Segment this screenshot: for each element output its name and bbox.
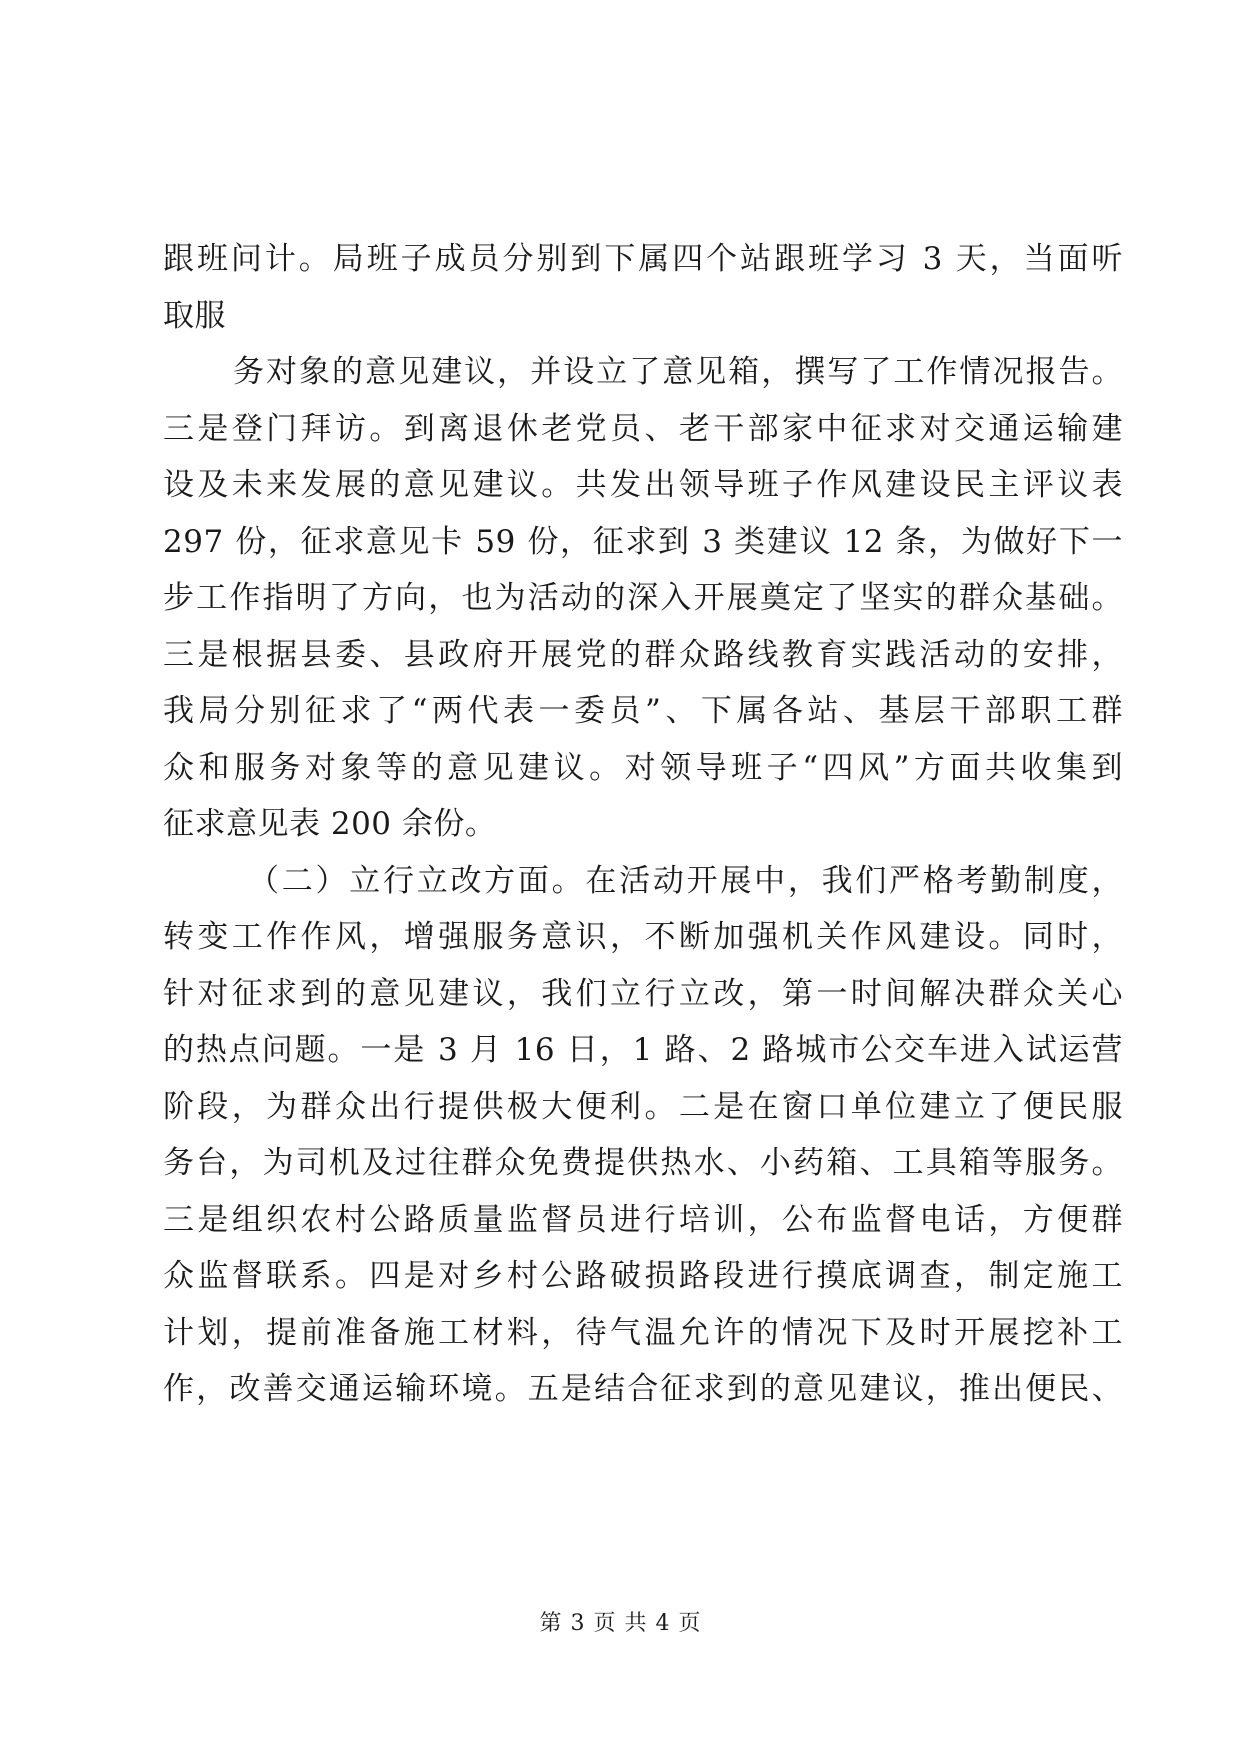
paragraph-start-line: 务对象的意见建议，并设立了意见箱，撰写了工作情况报告。 [233, 354, 1123, 390]
text-line: 我局分别征求了“两代表一委员”、下属各站、基层干部职工群 [163, 693, 1123, 729]
text-line: 三是组织农村公路质量监督员进行培训，公布监督电话，方便群 [163, 1201, 1123, 1238]
text-line: 取服 [163, 297, 226, 334]
text-line: 三是根据县委、县政府开展党的群众路线教育实践活动的安排， [163, 636, 1123, 673]
text-line: 众和服务对象等的意见建议。对领导班子“四风”方面共收集到 [163, 749, 1123, 786]
page-number-footer: 第 3 页 共 4 页 [539, 1611, 702, 1636]
document-body [163, 231, 1123, 1418]
text-line: 征求意见表 200 余份。 [163, 806, 497, 842]
text-line: 设及未来发展的意见建议。共发出领导班子作风建设民主评议表 [163, 467, 1123, 503]
text-line: 针对征求到的意见建议，我们立行立改，第一时间解决群众关心 [163, 975, 1123, 1012]
text-line: 的热点问题。一是 3 月 16 日，1 路、2 路城市公交车进入试运营 [163, 1032, 1123, 1068]
text-line: 297 份，征求意见卡 59 份，征求到 3 类建议 12 条，为做好下一 [163, 523, 1123, 560]
text-line: 三是登门拜访。到离退休老党员、老干部家中征求对交通运输建 [163, 410, 1123, 447]
text-line: 转变工作作风，增强服务意识，不断加强机关作风建设。同时， [163, 919, 1123, 955]
text-line: 步工作指明了方向，也为活动的深入开展奠定了坚实的群众基础。 [163, 580, 1123, 616]
text-line: 跟班问计。局班子成员分别到下属四个站跟班学习 3 天，当面听 [163, 241, 1123, 277]
section-heading-line: （二）立行立改方面。在活动开展中，我们严格考勤制度， [248, 862, 1123, 899]
text-line: 计划，提前准备施工材料，待气温允许的情况下及时开展挖补工 [163, 1314, 1123, 1351]
text-line: 众监督联系。四是对乡村公路破损路段进行摸底调查，制定施工 [163, 1258, 1123, 1294]
text-line: 作，改善交通运输环境。五是结合征求到的意见建议，推出便民、 [163, 1371, 1123, 1407]
text-line: 务台，为司机及过往群众免费提供热水、小药箱、工具箱等服务。 [163, 1145, 1123, 1181]
text-line: 阶段，为群众出行提供极大便利。二是在窗口单位建立了便民服 [163, 1088, 1123, 1125]
